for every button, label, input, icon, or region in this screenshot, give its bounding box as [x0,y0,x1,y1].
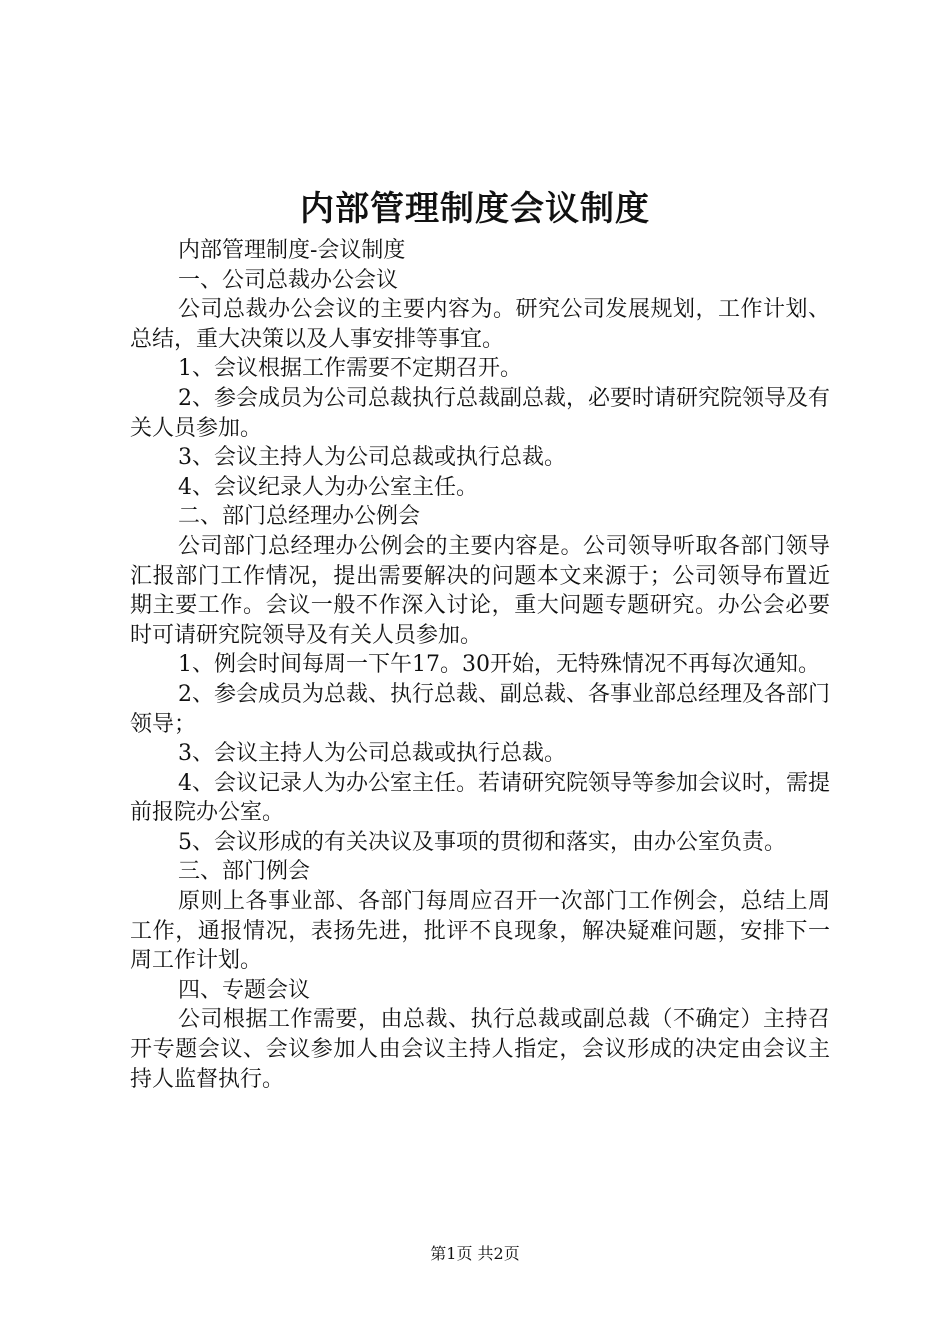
list-item: 5、会议形成的有关决议及事项的贯彻和落实，由办公室负责。 [178,829,786,855]
list-item: 3、会议主持人为公司总裁或执行总裁。 [178,445,566,471]
page-footer: 第1页 共2页 [430,1244,520,1263]
list-item: 3、会议主持人为公司总裁或执行总裁。 [178,741,566,767]
paragraph: 公司总裁办公会议的主要内容为。研究公司发展规划，工作计划、总结，重大决策以及人事安排等事宜。 [130,297,830,352]
document-body [130,236,830,1094]
paragraph: 公司根据工作需要，由总裁、执行总裁或副总裁（不确定）主持召开专题会议、会议参加人由会议主持人指定，会议形成的决定由会议主持人监督执行。 [130,1007,830,1092]
document-title: 内部管理制度会议制度 [300,189,650,229]
list-item: 4、会议纪录人为办公室主任。 [178,474,478,500]
paragraph-subtitle: 内部管理制度-会议制度 [178,238,406,263]
list-item: 2、参会成员为公司总裁执行总裁副总裁，必要时请研究院领导及有关人员参加。 [130,385,830,441]
list-item: 1、会议根据工作需要不定期召开。 [178,356,522,382]
list-item: 2、参会成员为总裁、执行总裁、副总裁、各事业部总经理及各部门领导； [130,681,830,737]
list-item: 1、例会时间每周一下午17。30开始，无特殊情况不再每次通知。 [178,652,820,678]
paragraph: 公司部门总经理办公例会的主要内容是。公司领导听取各部门领导汇报部门工作情况，提出需要解决的问题本文来源于；公司领导布置近期主要工作。会议一般不作深入讨论，重大问题专题研究。办公会必要时可请研究院领导及有关人员参加。 [130,533,830,648]
section-heading-4: 四、专题会议 [178,977,311,1003]
section-heading-1: 一、公司总裁办公会议 [178,267,399,293]
section-heading-3: 三、部门例会 [178,859,311,885]
paragraph: 原则上各事业部、各部门每周应召开一次部门工作例会，总结上周工作，通报情况，表扬先进，批评不良现象，解决疑难问题，安排下一周工作计划。 [130,889,830,974]
section-heading-2: 二、部门总经理办公例会 [178,504,421,530]
list-item: 4、会议记录人为办公室主任。若请研究院领导等参加会议时，需提前报院办公室。 [130,770,830,826]
